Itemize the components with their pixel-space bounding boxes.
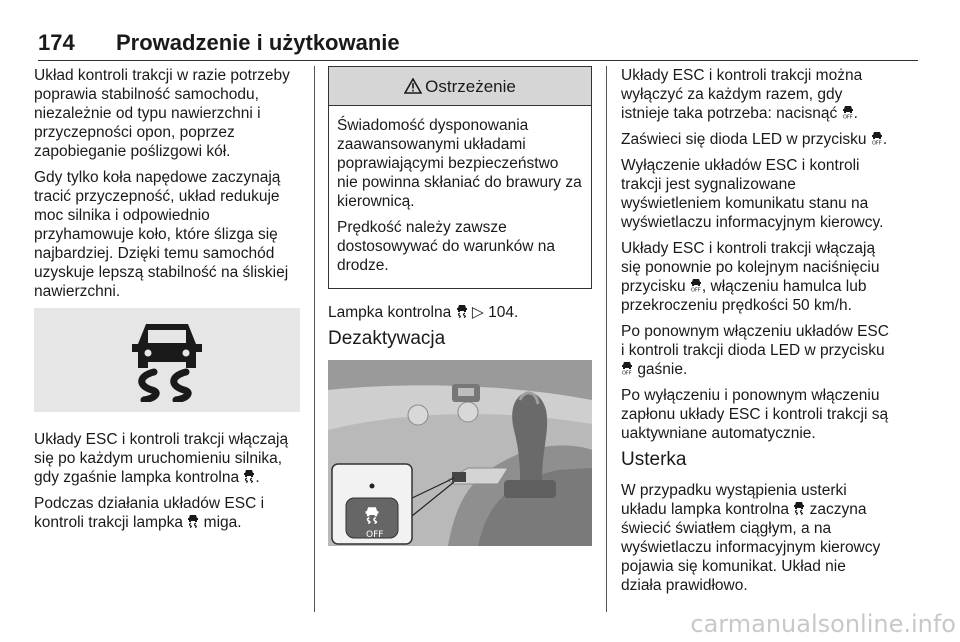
watermark: carmanualsonline.info — [690, 610, 956, 638]
paragraph: Świadomość dysponowania zaawansowanymi układami poprawiającymi bezpieczeństwo nie powinna skłaniać do brawury za kierownicą. — [337, 117, 582, 210]
gear-lever-illustration — [328, 360, 592, 546]
paragraph: Prędkość należy zawsze dostosowywać do warunków na drodze. — [337, 219, 555, 274]
traction-control-icon — [187, 514, 199, 528]
paragraph: W przypadku wystąpienia usterki układu lampka kontrolna zaczyna świecić światłem ciągłym, a na wyświetlaczu informacyjnym kierowcy pojawia się komunikat. Układ nie działa prawidłowo. — [621, 482, 881, 594]
paragraph: Po wyłączeniu i ponownym włączeniu zapłonu układy ESC i kontroli trakcji są uaktywniane automatycznie. — [621, 387, 889, 442]
paragraph: Wyłączenie układów ESC i kontroli trakcji jest sygnalizowane wyświetleniem komunikatu stanu na wyświetlaczu informacyjnym kierowcy. — [621, 157, 884, 231]
traction-control-icon — [793, 501, 805, 515]
paragraph: Gdy tylko koła napędowe zaczynają tracić przyczepność, układ redukuje moc silnika i odpowiednio przyhamowuje koło, które ślizga się najbardziej. Dzięki temu samochód uzyskuje lepszą stabilność na śliskiej nawierzchni. — [34, 169, 289, 300]
traction-control-off-icon — [690, 278, 702, 292]
column-divider — [314, 66, 315, 612]
paragraph: Układy ESC i kontroli trakcji włączają się po każdym uruchomieniu silnika, gdy zgaśnie lampka kontrolna . — [34, 431, 289, 486]
traction-control-icon — [364, 506, 380, 524]
traction-control-illustration — [34, 308, 300, 412]
svg-text:OFF: OFF — [842, 114, 853, 119]
paragraph: Układy ESC i kontroli trakcji można wyłączyć za każdym razem, gdy istnieje taka potrzeba: nacisnąć OFF . — [621, 67, 863, 122]
warning-triangle-icon — [404, 78, 422, 94]
traction-control-off-icon — [621, 361, 633, 375]
warning-title: Ostrzeżenie — [425, 76, 516, 96]
paragraph: Lampka kontrolna ▷ 104. — [328, 304, 519, 321]
svg-text:OFF: OFF — [690, 287, 701, 292]
svg-text:OFF: OFF — [622, 370, 632, 375]
warning-box — [328, 66, 592, 289]
column-divider — [606, 66, 607, 612]
traction-control-off-icon — [871, 131, 883, 145]
paragraph: Układy ESC i kontroli trakcji włączają się ponownie po kolejnym naciśnięciu przycisku OFF , włączeniu hamulca lub przekroczeniu prędkości 50 km/h. — [621, 240, 880, 314]
traction-control-off-icon — [842, 105, 854, 119]
traction-control-icon — [456, 304, 468, 318]
column-middle — [328, 66, 592, 546]
esc-off-button-label: OFF — [366, 530, 384, 540]
warning-header — [329, 67, 591, 106]
section-heading: Usterka — [621, 449, 687, 470]
paragraph: Zaświeci się dioda LED w przycisku OFF . — [621, 131, 888, 148]
paragraph: Po ponownym włączeniu układów ESC i kontroli trakcji dioda LED w przycisku OFF gaśnie. — [621, 323, 889, 378]
svg-text:OFF: OFF — [871, 140, 882, 145]
page-header — [38, 30, 918, 61]
column-right — [621, 66, 889, 602]
traction-control-icon — [124, 318, 210, 402]
paragraph: Podczas działania układów ESC i kontroli trakcji lampka miga. — [34, 495, 265, 531]
paragraph: Układ kontroli trakcji w razie potrzeby poprawia stabilność samochodu, niezależnie od typu nawierzchni i przyczepności opon, poprzez zapobieganie poślizgowi kół. — [34, 67, 290, 160]
column-left — [34, 66, 300, 539]
section-heading: Dezaktywacja — [328, 328, 446, 349]
page-reference-icon: ▷ — [471, 304, 484, 321]
warning-body — [329, 106, 591, 288]
page-title: Prowadzenie i użytkowanie — [116, 30, 400, 55]
traction-control-icon — [243, 469, 255, 483]
page-number: 174 — [38, 30, 75, 55]
